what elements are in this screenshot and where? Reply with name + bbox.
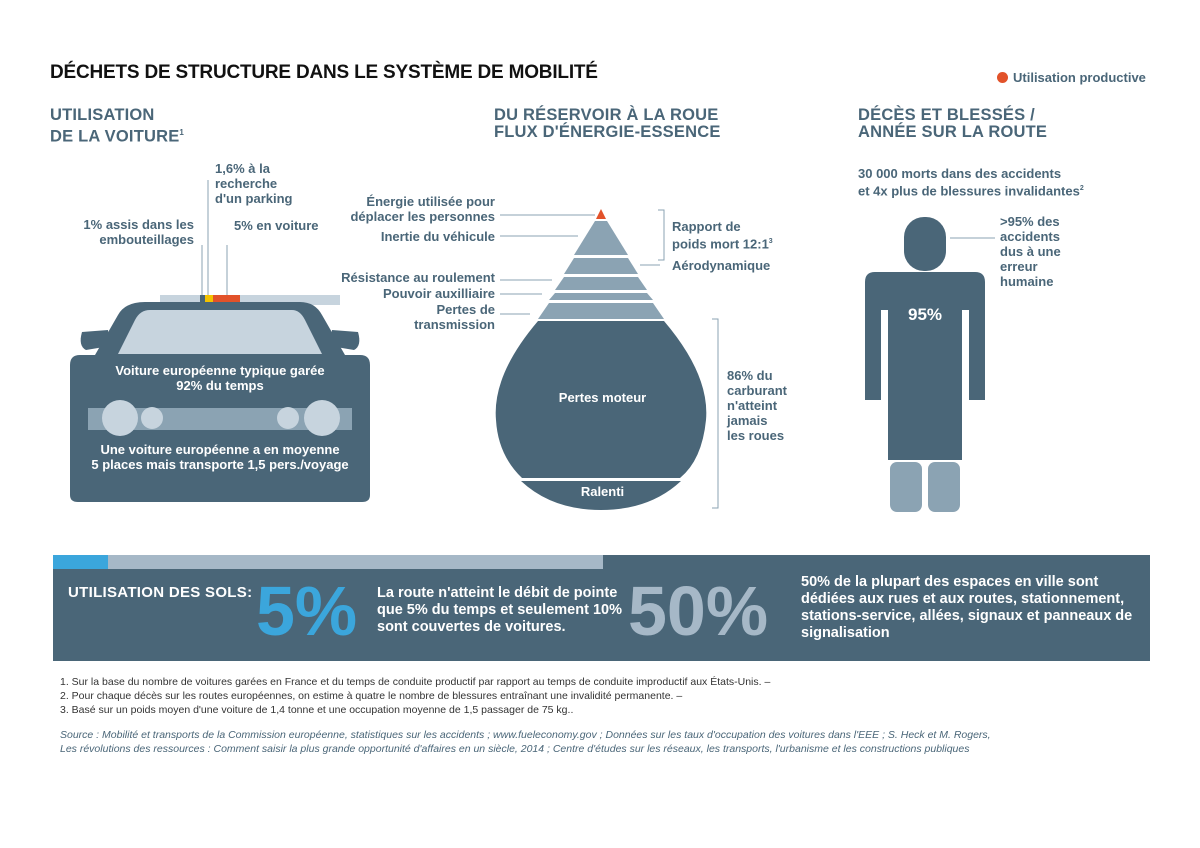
deaths-line1: 30 000 morts dans des accidents — [858, 166, 1062, 181]
car-title-sup: 1 — [179, 128, 185, 137]
land-use-text-2: 50% de la plupart des espaces en ville sont dédiées aux rues et aux routes, stationnement, stations-service, allées, signaux et panneaux de signalisation — [801, 574, 1133, 641]
land-use-accent-blue — [53, 555, 108, 569]
transmission-line1: Pertes de — [436, 302, 495, 317]
parked-text — [70, 363, 370, 393]
car-title-line2: DE LA VOITURE — [50, 127, 180, 146]
wheels-line2: carburant — [727, 383, 787, 398]
transmission-line2: transmission — [414, 317, 495, 332]
wheels-line4: jamais — [727, 413, 768, 428]
wheels-line5: les roues — [727, 428, 785, 443]
legend-label: Utilisation productive — [1013, 70, 1146, 85]
land-use-label: UTILISATION DES SOLS: — [68, 584, 253, 601]
energy-people-label — [300, 194, 495, 224]
death-title-line2: ANNÉE SUR LA ROUTE — [858, 123, 1048, 141]
rolling-layer — [555, 277, 647, 290]
land-use-accent-grey — [108, 555, 603, 569]
human-error-line4: erreur — [1000, 259, 1038, 274]
left-headlight-large — [102, 400, 138, 436]
left-headlight-small — [141, 407, 163, 429]
car-section-title — [50, 107, 184, 146]
land-use-text-1: La route n'atteint le débit de pointe que 5% du temps et seulement 10% sont couvertes de voitures. — [377, 585, 622, 635]
page-title: DÉCHETS DE STRUCTURE DANS LE SYSTÈME DE MOBILITÉ — [50, 62, 598, 83]
energy-title-line2: FLUX D'ÉNERGIE-ESSENCE — [494, 123, 721, 141]
footnote-1: 1. Sur la base du nombre de voitures garées en France et du temps de conduite productif par rapport au temps de conduite improductif aux États-Unis. – — [60, 676, 771, 688]
source-note — [60, 728, 1140, 756]
car-title-line1: UTILISATION — [50, 106, 155, 124]
transmission-label — [300, 302, 495, 332]
seats-text-line2: 5 places mais transporte 1,5 pers./voyage — [91, 457, 349, 472]
inertia-layer — [574, 221, 628, 255]
deaths-sup: 2 — [1079, 185, 1084, 192]
engine-label: Pertes moteur — [558, 390, 647, 405]
death-section-title — [858, 107, 1047, 141]
parking-label-line2: recherche — [215, 176, 278, 191]
source-line2: Les révolutions des ressources : Comment saisir la plus grande opportunité d'affaires en un siècle, 2014 ; Centre d'études sur les réseaux, les transports, l'urbanisme et les constructions publiques — [60, 743, 970, 755]
right-headlight-large — [304, 400, 340, 436]
land-use-stat-50: 50% — [628, 572, 769, 650]
legend-dot-icon — [997, 72, 1008, 83]
seats-text — [70, 442, 370, 472]
legend — [997, 70, 1146, 85]
ratio-sup: 3 — [768, 238, 773, 245]
windshield — [118, 310, 322, 354]
seats-text-line1: Une voiture européenne a en moyenne — [100, 442, 340, 457]
traffic-label-line2: embouteillages — [99, 232, 194, 247]
parking-label-line1: 1,6% à la — [215, 161, 270, 176]
human-error-label — [1000, 214, 1061, 289]
auxiliary-layer — [549, 293, 653, 300]
idle-label: Ralenti — [580, 484, 625, 499]
traffic-label-line1: 1% assis dans les — [83, 217, 194, 232]
ratio-bracket — [658, 210, 664, 260]
footnote-3: 3. Basé sur un poids moyen d'une voiture de 1,4 tonne et une occupation moyenne de 1,5 passager de 75 kg.. — [60, 704, 574, 716]
energy-section-title — [494, 107, 721, 141]
figure-head — [904, 217, 946, 271]
figure-right-leg — [928, 462, 960, 512]
figure-percentage: 95% — [907, 305, 943, 324]
parking-label-line3: d'un parking — [215, 191, 293, 206]
energy-title-line1: DU RÉSERVOIR À LA ROUE — [494, 106, 719, 124]
wheels-line1: 86% du — [727, 368, 773, 383]
human-error-line1: >95% des — [1000, 214, 1060, 229]
deaths-line2: et 4x plus de blessures invalidantes — [858, 183, 1080, 199]
human-error-line5: humaine — [1000, 274, 1054, 289]
ratio-line1: Rapport de — [672, 219, 741, 234]
source-line1: Source : Mobilité et transports de la Commission européenne, statistiques sur les accidents ; www.fueleconomy.gov ; Données sur les taux d'occupation des voitures dans l'EEE ; S. Heck et M. Rogers, — [60, 729, 991, 741]
deaths-label — [858, 166, 1084, 198]
transmission-layer — [538, 303, 664, 319]
ratio-line2: poids mort 12:1 — [672, 236, 769, 252]
energy-people-line1: Énergie utilisée pour — [366, 194, 495, 209]
wheels-line3: n'atteint — [727, 398, 778, 413]
parked-text-line2: 92% du temps — [176, 378, 264, 393]
productive-energy-tip — [596, 209, 606, 219]
land-use-stat-5: 5% — [256, 572, 358, 650]
human-figure — [855, 210, 995, 515]
ratio-label — [672, 219, 773, 251]
parked-text-line1: Voiture européenne typique garée — [115, 363, 325, 378]
human-error-line2: accidents — [1000, 229, 1060, 244]
right-headlight-small — [277, 407, 299, 429]
death-title-line1: DÉCÈS ET BLESSÉS / — [858, 106, 1035, 124]
energy-people-line2: déplacer les personnes — [350, 209, 495, 224]
auxiliary-label: Pouvoir auxilliaire — [383, 286, 495, 301]
footnote-2: 2. Pour chaque décès sur les routes européennes, on estime à quatre le nombre de blessures entraînant une invalidité permanente. – — [60, 690, 683, 702]
wheels-bracket — [712, 319, 718, 508]
aero-label: Aérodynamique — [672, 258, 771, 273]
wheels-label — [727, 368, 787, 443]
human-error-line3: dus à une — [1000, 244, 1061, 259]
figure-body — [865, 272, 985, 460]
rolling-label: Résistance au roulement — [341, 270, 495, 285]
aero-layer — [564, 258, 638, 274]
figure-left-leg — [890, 462, 922, 512]
driving-label: 5% en voiture — [234, 218, 319, 233]
inertia-label: Inertie du véhicule — [380, 229, 495, 244]
